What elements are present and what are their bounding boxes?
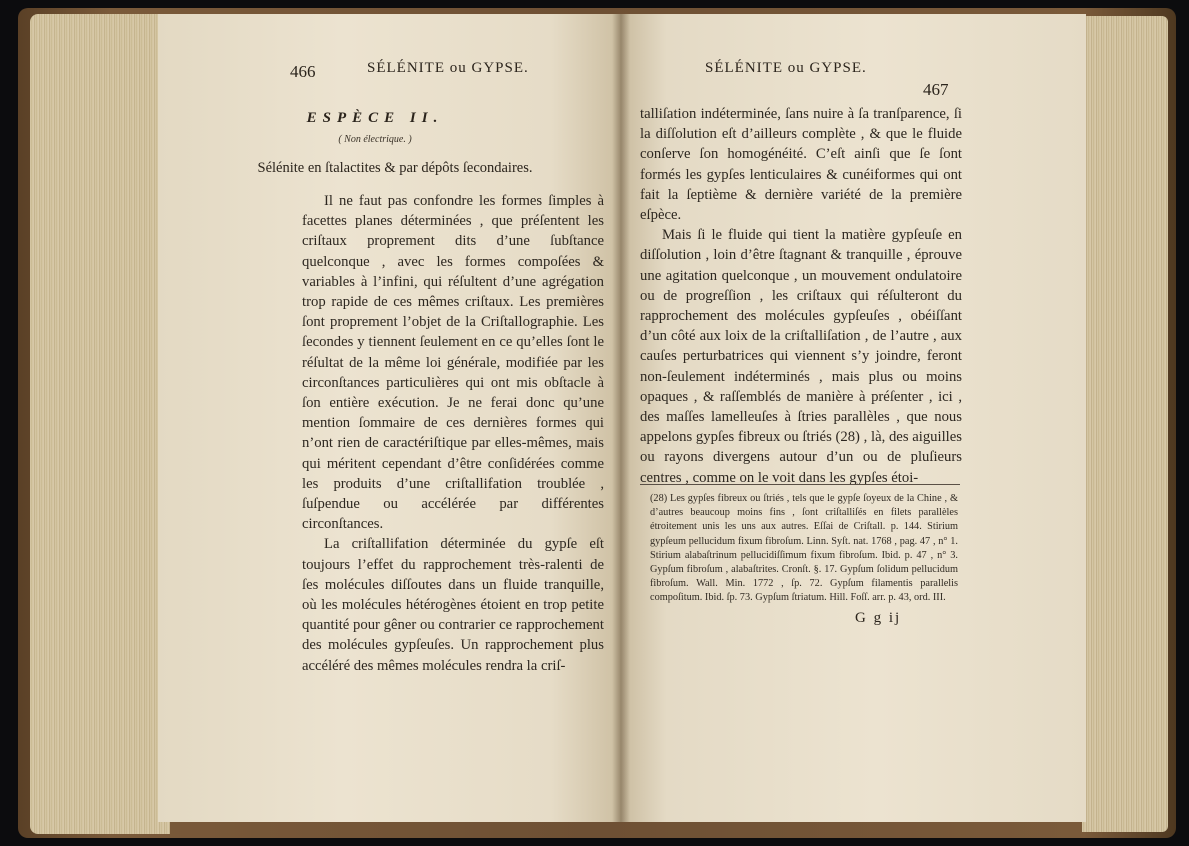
left-paragraph-2: La criſtallifation déterminée du gypſe eſt toujours l’effet du rapprochement très-ralenti de ſes molécules diſſoutes dans un fluide tranquille, où les molécules hétérogènes étoient en trop petite quantité pour gêner ou contrarier ce rapprochement des molécules gypſeuſes. Un rapprochement plus accéléré des mêmes molécules rendra la criſ- <box>302 536 604 674</box>
right-paragraph-1: talliſation indéterminée, ſans nuire à ſa tranſparence, ſi la diſſolution eſt d’ailleurs complète , & que le fluide conſerve ſon homogénéité. C’eſt ainſi que ſe ſont formés les gypſes lenticulaires & cunéiformes qui ont fait la ſeptième & dernière variété de la première eſpèce. <box>640 106 962 224</box>
book-gutter <box>612 14 630 822</box>
right-page-body <box>640 104 962 488</box>
left-paragraph-1: Il ne faut pas confondre les formes ſimples à facettes planes déterminées , que préſentent les criſtaux proprement dits d’une ſubſtance quelconque , avec les formes compoſées & variables à l’infini, qui réſultent d’une agrégation trop rapide de ces mêmes criſtaux. Les premières ſont proprement l’objet de la Criſtallographie. Les ſecondes y tiennent ſeulement en ce qu’elles ſont le réſultat de la même loi générale, modifiée par les circonſtances particulières qui ont mis obſtacle à ſon entière exécution. Je ne ferai donc qu’une mention ſommaire de ces dernières formes qui n’ont rien de caractériſtique par elles-mêmes, mais qui méritent cependant d’être conſidérées comme les produits d’une criſtallifation troublée , ſuſpendue ou accélérée par différentes circonſtances. <box>302 193 604 533</box>
left-running-header: SÉLÉNITE ou GYPSE. <box>367 60 529 76</box>
left-page-body <box>302 191 604 676</box>
footnote-rule <box>640 484 960 485</box>
species-note: ( Non électrique. ) <box>338 134 412 145</box>
right-page-number: 467 <box>923 80 949 99</box>
section-subtitle: Sélénite en ſtalactites & par dépôts ſecondaires. <box>257 160 533 176</box>
right-page-edges <box>1082 16 1168 832</box>
right-paragraph-2: Mais ſi le fluide qui tient la matière gypſeuſe en diſſolution , loin d’être ſtagnant & tranquille , éprouve une agitation quelconque , un mouvement ondulatoire ou de progreſſion , les criſtaux qui réſulteront du rapprochement des molécules gypſeuſes , obéiſſant d’un côté aux loix de la criſtalliſation , de l’autre , aux cauſes perturbatrices qui viennent s’y joindre, feront non-ſeulement indéterminés , mais plus ou moins opaques , & raſſemblés de manière à préſenter , ici , des maſſes lamelleuſes à ſtries parallèles , que nous appelons gypſes fibreux ou ſtriés (28) , là, des aiguilles ou rayons divergens autour d’un ou de pluſieurs centres , comme on le voit dans les gypſes étoi- <box>640 227 962 486</box>
footnote-28: (28) Les gypſes fibreux ou ſtriés , tels que le gypſe ſoyeux de la Chine , & d’autres beaucoup moins fins , ſont criſtalliſés en filets parallèles étroitement unis les uns aux autres. Eſſai de Criſtall. p. 144. Stirium gypſeum pellucidum fixum fibroſum. Linn. Syſt. nat. 1768 , pag. 47 , n° 1. Stirium alabaſtrinum pellucidiſſimum fixum fibroſum. Ibid. p. 47 , n° 3. Gypſum fibroſum , alabaſtrites. Cronſt. §. 17. Gypſum ſolidum pellucidum fibroſum. Wall. Min. 1772 , ſp. 72. Gypſum filamentis parallelis compoſitum. Ibid. ſp. 73. Gypſum ſtriatum. Hill. Foſſ. arr. p. 43, ord. III. <box>650 493 958 604</box>
signature-mark: G g ij <box>855 610 902 626</box>
right-running-header: SÉLÉNITE ou GYPSE. <box>705 60 867 76</box>
left-page-number: 466 <box>290 62 316 81</box>
left-page-edges <box>30 14 170 834</box>
species-heading: ESPÈCE II. <box>306 110 444 126</box>
